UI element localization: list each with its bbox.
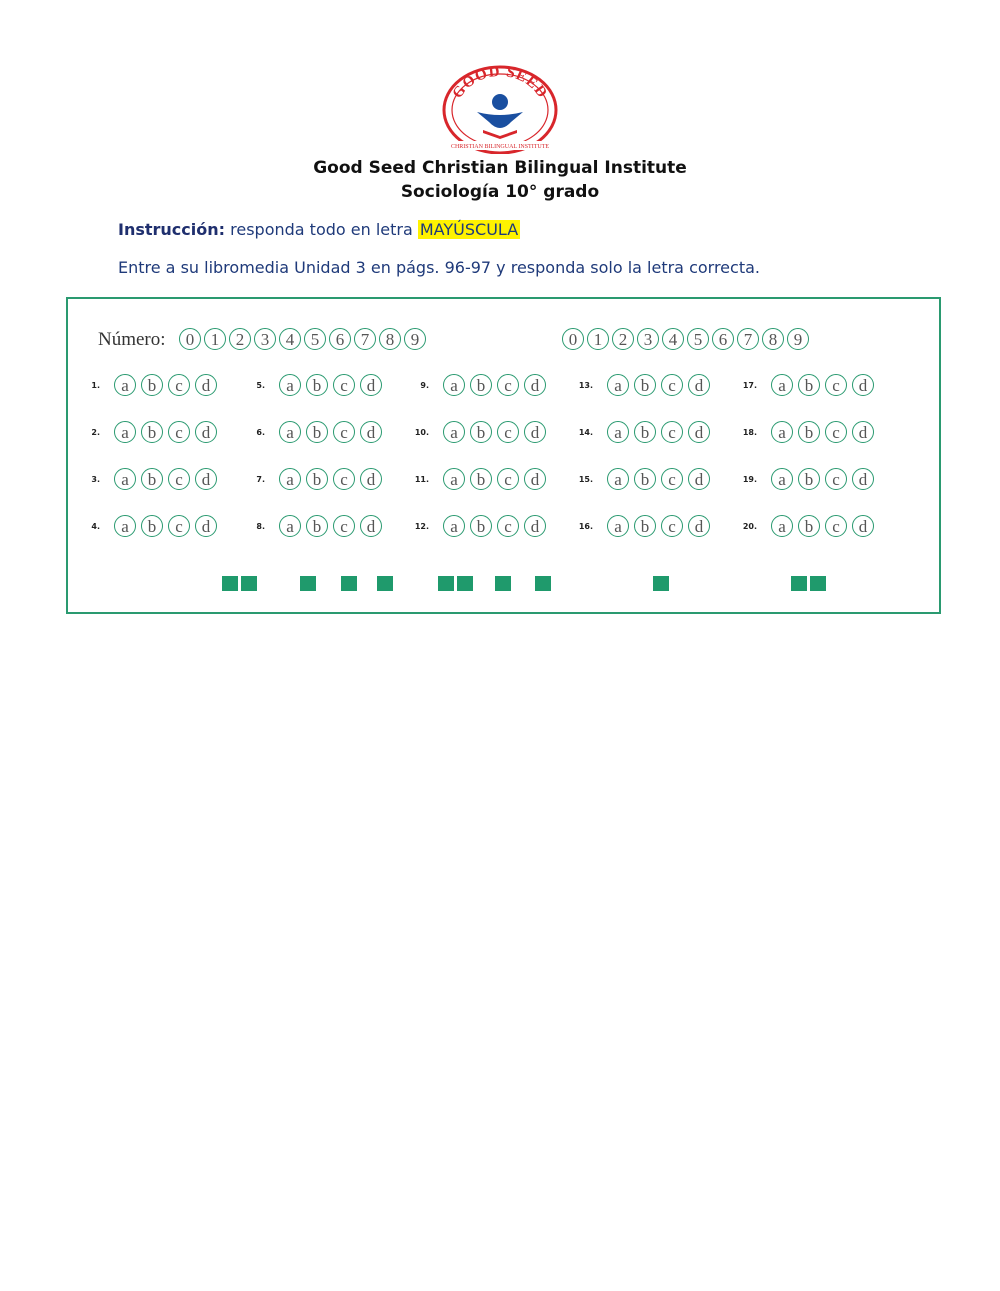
option-bubble-c[interactable]: c bbox=[825, 468, 847, 490]
subject-title: Sociología 10° grado bbox=[400, 182, 600, 202]
option-bubble-d[interactable]: d bbox=[524, 515, 546, 537]
question-row bbox=[243, 421, 382, 443]
question-number: 11. bbox=[414, 474, 429, 484]
option-bubble-d[interactable]: d bbox=[195, 468, 217, 490]
question-row bbox=[571, 421, 710, 443]
timing-mark bbox=[810, 576, 826, 591]
option-bubble-a[interactable]: a bbox=[279, 515, 301, 537]
option-bubble-b[interactable]: b bbox=[470, 421, 492, 443]
timing-mark bbox=[535, 576, 551, 591]
question-number: 9. bbox=[420, 380, 429, 390]
option-bubble-a[interactable]: a bbox=[607, 374, 629, 396]
digit-bubble[interactable]: 9 bbox=[404, 328, 426, 350]
option-bubble-a[interactable]: a bbox=[771, 421, 793, 443]
option-bubble-d[interactable]: d bbox=[688, 374, 710, 396]
instruction-highlight: MAYÚSCULA bbox=[419, 220, 519, 239]
digit-bubble[interactable]: 1 bbox=[587, 328, 609, 350]
question-row bbox=[407, 468, 546, 490]
question-row bbox=[243, 515, 382, 537]
option-bubble-c[interactable]: c bbox=[333, 374, 355, 396]
option-bubble-a[interactable]: a bbox=[114, 374, 136, 396]
school-name: Good Seed Christian Bilingual Institute bbox=[313, 158, 687, 178]
option-bubble-d[interactable]: d bbox=[852, 515, 874, 537]
option-bubble-a[interactable]: a bbox=[114, 421, 136, 443]
digit-bubble[interactable]: 2 bbox=[612, 328, 634, 350]
option-bubble-c[interactable]: c bbox=[333, 468, 355, 490]
digit-bubble[interactable]: 0 bbox=[562, 328, 584, 350]
option-bubble-a[interactable]: a bbox=[443, 374, 465, 396]
question-row bbox=[407, 515, 546, 537]
option-bubble-b[interactable]: b bbox=[634, 421, 656, 443]
option-bubble-a[interactable]: a bbox=[114, 515, 136, 537]
question-number: 3. bbox=[91, 474, 100, 484]
question-number: 19. bbox=[742, 474, 757, 484]
option-bubble-c[interactable]: c bbox=[168, 374, 190, 396]
option-bubble-b[interactable]: b bbox=[798, 515, 820, 537]
option-bubble-c[interactable]: c bbox=[661, 468, 683, 490]
option-bubble-c[interactable]: c bbox=[333, 421, 355, 443]
option-bubble-d[interactable]: d bbox=[852, 374, 874, 396]
instruction-line-2: Entre a su libromedia Unidad 3 en págs. 96-97 y responda solo la letra correcta. bbox=[118, 258, 760, 277]
option-bubble-c[interactable]: c bbox=[168, 468, 190, 490]
option-bubble-a[interactable]: a bbox=[279, 468, 301, 490]
option-bubble-d[interactable]: d bbox=[524, 374, 546, 396]
option-bubble-c[interactable]: c bbox=[825, 374, 847, 396]
question-number: 20. bbox=[742, 521, 757, 531]
option-bubble-b[interactable]: b bbox=[141, 421, 163, 443]
option-bubble-a[interactable]: a bbox=[279, 374, 301, 396]
question-row bbox=[571, 374, 710, 396]
option-bubble-b[interactable]: b bbox=[470, 468, 492, 490]
digit-bubble[interactable]: 2 bbox=[229, 328, 251, 350]
question-row bbox=[78, 468, 217, 490]
question-number: 7. bbox=[256, 474, 265, 484]
option-bubble-b[interactable]: b bbox=[141, 468, 163, 490]
question-row bbox=[243, 374, 382, 396]
option-bubble-b[interactable]: b bbox=[798, 468, 820, 490]
option-bubble-a[interactable]: a bbox=[443, 468, 465, 490]
question-number: 4. bbox=[91, 521, 100, 531]
digit-bubble[interactable]: 6 bbox=[712, 328, 734, 350]
option-bubble-a[interactable]: a bbox=[443, 515, 465, 537]
option-bubble-b[interactable]: b bbox=[470, 374, 492, 396]
digit-bubble[interactable]: 5 bbox=[687, 328, 709, 350]
option-bubble-a[interactable]: a bbox=[443, 421, 465, 443]
question-row bbox=[571, 468, 710, 490]
option-bubble-a[interactable]: a bbox=[771, 468, 793, 490]
digit-bubble[interactable]: 7 bbox=[737, 328, 759, 350]
option-bubble-d[interactable]: d bbox=[360, 515, 382, 537]
question-number: 10. bbox=[414, 427, 429, 437]
instruction-label: Instrucción: bbox=[118, 220, 226, 239]
question-row bbox=[735, 515, 874, 537]
option-bubble-a[interactable]: a bbox=[607, 421, 629, 443]
option-bubble-d[interactable]: d bbox=[195, 374, 217, 396]
digit-bubble[interactable]: 0 bbox=[179, 328, 201, 350]
timing-mark bbox=[341, 576, 357, 591]
timing-mark bbox=[495, 576, 511, 591]
option-bubble-b[interactable]: b bbox=[798, 374, 820, 396]
option-bubble-a[interactable]: a bbox=[607, 515, 629, 537]
option-bubble-d[interactable]: d bbox=[360, 374, 382, 396]
digit-bubble[interactable]: 5 bbox=[304, 328, 326, 350]
option-bubble-c[interactable]: c bbox=[661, 421, 683, 443]
option-bubble-c[interactable]: c bbox=[825, 515, 847, 537]
question-number: 12. bbox=[414, 521, 429, 531]
option-bubble-d[interactable]: d bbox=[524, 468, 546, 490]
question-row bbox=[735, 374, 874, 396]
option-bubble-d[interactable]: d bbox=[852, 421, 874, 443]
answer-sheet bbox=[66, 297, 941, 614]
option-bubble-b[interactable]: b bbox=[634, 374, 656, 396]
question-number: 8. bbox=[256, 521, 265, 531]
question-number: 5. bbox=[256, 380, 265, 390]
option-bubble-b[interactable]: b bbox=[306, 421, 328, 443]
option-bubble-d[interactable]: d bbox=[688, 421, 710, 443]
timing-mark bbox=[653, 576, 669, 591]
timing-mark bbox=[791, 576, 807, 591]
question-number: 16. bbox=[578, 521, 593, 531]
option-bubble-a[interactable]: a bbox=[771, 515, 793, 537]
question-row bbox=[571, 515, 710, 537]
option-bubble-b[interactable]: b bbox=[634, 515, 656, 537]
question-row bbox=[735, 421, 874, 443]
digit-bubble[interactable]: 8 bbox=[379, 328, 401, 350]
digit-bubble[interactable]: 4 bbox=[662, 328, 684, 350]
timing-mark bbox=[457, 576, 473, 591]
question-number: 6. bbox=[256, 427, 265, 437]
question-row bbox=[407, 374, 546, 396]
logo-text-top: GOOD SEED bbox=[449, 63, 551, 102]
timing-mark bbox=[300, 576, 316, 591]
question-number: 14. bbox=[578, 427, 593, 437]
option-bubble-d[interactable]: d bbox=[688, 515, 710, 537]
number-digits-first bbox=[179, 328, 426, 350]
question-row bbox=[735, 468, 874, 490]
option-bubble-b[interactable]: b bbox=[798, 421, 820, 443]
digit-bubble[interactable]: 3 bbox=[637, 328, 659, 350]
option-bubble-b[interactable]: b bbox=[141, 515, 163, 537]
option-bubble-b[interactable]: b bbox=[634, 468, 656, 490]
question-row bbox=[407, 421, 546, 443]
question-row bbox=[78, 374, 217, 396]
timing-mark bbox=[438, 576, 454, 591]
option-bubble-c[interactable]: c bbox=[497, 515, 519, 537]
question-number: 17. bbox=[742, 380, 757, 390]
question-row bbox=[78, 421, 217, 443]
option-bubble-a[interactable]: a bbox=[607, 468, 629, 490]
number-digits-second bbox=[562, 328, 809, 350]
question-number: 15. bbox=[578, 474, 593, 484]
option-bubble-a[interactable]: a bbox=[114, 468, 136, 490]
option-bubble-c[interactable]: c bbox=[497, 468, 519, 490]
digit-bubble[interactable]: 3 bbox=[254, 328, 276, 350]
instruction-text: responda todo en letra bbox=[230, 220, 413, 239]
question-number: 2. bbox=[91, 427, 100, 437]
digit-bubble[interactable]: 8 bbox=[762, 328, 784, 350]
option-bubble-d[interactable]: d bbox=[688, 468, 710, 490]
option-bubble-b[interactable]: b bbox=[306, 468, 328, 490]
option-bubble-d[interactable]: d bbox=[195, 515, 217, 537]
option-bubble-c[interactable]: c bbox=[333, 515, 355, 537]
instruction-line bbox=[118, 220, 520, 239]
number-label: Número: bbox=[98, 329, 166, 350]
option-bubble-a[interactable]: a bbox=[279, 421, 301, 443]
option-bubble-c[interactable]: c bbox=[168, 515, 190, 537]
option-bubble-d[interactable]: d bbox=[360, 421, 382, 443]
digit-bubble[interactable]: 1 bbox=[204, 328, 226, 350]
option-bubble-a[interactable]: a bbox=[771, 374, 793, 396]
option-bubble-b[interactable]: b bbox=[470, 515, 492, 537]
question-number: 1. bbox=[91, 380, 100, 390]
option-bubble-d[interactable]: d bbox=[195, 421, 217, 443]
logo-text-bottom: CHRISTIAN BILINGUAL INSTITUTE bbox=[450, 144, 550, 150]
question-number: 13. bbox=[578, 380, 593, 390]
timing-mark bbox=[377, 576, 393, 591]
option-bubble-c[interactable]: c bbox=[825, 421, 847, 443]
option-bubble-b[interactable]: b bbox=[141, 374, 163, 396]
option-bubble-c[interactable]: c bbox=[168, 421, 190, 443]
option-bubble-b[interactable]: b bbox=[306, 515, 328, 537]
question-number: 18. bbox=[742, 427, 757, 437]
question-row bbox=[78, 515, 217, 537]
option-bubble-c[interactable]: c bbox=[661, 515, 683, 537]
digit-bubble[interactable]: 7 bbox=[354, 328, 376, 350]
option-bubble-c[interactable]: c bbox=[661, 374, 683, 396]
option-bubble-c[interactable]: c bbox=[497, 374, 519, 396]
digit-bubble[interactable]: 6 bbox=[329, 328, 351, 350]
digit-bubble[interactable]: 4 bbox=[279, 328, 301, 350]
option-bubble-d[interactable]: d bbox=[524, 421, 546, 443]
question-row bbox=[243, 468, 382, 490]
option-bubble-d[interactable]: d bbox=[360, 468, 382, 490]
option-bubble-d[interactable]: d bbox=[852, 468, 874, 490]
option-bubble-c[interactable]: c bbox=[497, 421, 519, 443]
option-bubble-b[interactable]: b bbox=[306, 374, 328, 396]
school-logo bbox=[441, 62, 559, 154]
digit-bubble[interactable]: 9 bbox=[787, 328, 809, 350]
timing-mark bbox=[222, 576, 238, 591]
timing-mark bbox=[241, 576, 257, 591]
